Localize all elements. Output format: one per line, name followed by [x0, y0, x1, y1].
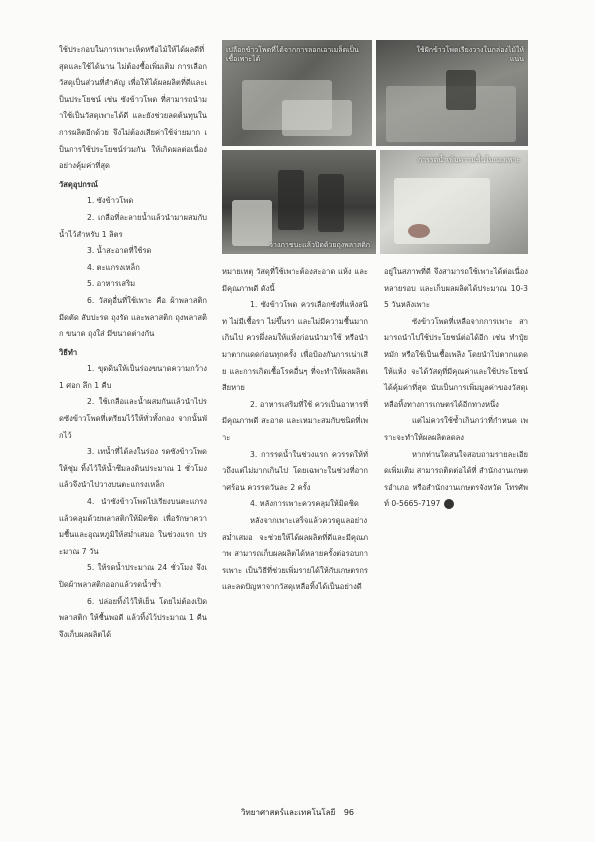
photo-covering-plastic [222, 150, 376, 254]
material-item: 2. เกลือที่ละลายน้ำแล้วนำมาผสมกับน้ำไว้สำหรับ 1 ลิตร [59, 212, 207, 239]
method-step: 3. เทน้ำที่ได้ลงในร่อง รดซังข้าวโพดให้ชุ่ม ทิ้งไว้ให้น้ำซึมลงดินประมาณ 1 ชั่วโมงแล้วจึงนำไปวางบนตะแกรงเหล็ก [59, 447, 207, 490]
page-footer [0, 806, 595, 819]
magazine-title: วิทยาศาสตร์และเทคโนโลยี [241, 808, 336, 817]
material-item: 3. น้ำสะอาดที่ใช้รด [87, 246, 152, 256]
closing-paragraph: หลังจากเพาะเสร็จแล้วควรดูแลอย่างสม่ำเสมอ จะช่วยให้ได้ผลผลิตที่ดีและมีคุณภาพ สามารถเก็บผลผลิตได้หลายครั้งต่อรอบการเพาะ เป็นวิธีที่ช่วยเพิ่มรายได้ให้กับเกษตรกร และลดปัญหาจากวัสดุเหลือทิ้งได้เป็นอย่างดี [222, 515, 368, 592]
note-intro: หมายเหตุ วัสดุที่ใช้เพาะต้องสะอาด แห้ง และมีคุณภาพดี ดังนี้ [222, 267, 368, 293]
method-heading: วิธีทำ [59, 347, 78, 357]
photo-arranging-box [376, 40, 528, 146]
text-column-1 [59, 42, 207, 643]
contact-paragraph: หากท่านใดสนใจสอบถามรายละเอียดเพิ่มเติม สามารถติดต่อได้ที่ สำนักงานเกษตรอำเภอ หรือสำนักงานเกษตรจังหวัด โทรศัพท์ 0-5665-7197 [384, 449, 528, 509]
material-item: 6. วัสดุอื่นที่ใช้เพาะ คือ ผ้าพลาสติก มีดตัด สับปะรด ถุงรัด และพลาสติก ถุงพลาสติก ขนาด ถุงใส่ มีขนาดต่างกัน [59, 295, 207, 339]
body-paragraph: แต่ไม่ควรใช้ซ้ำเกินกว่าที่กำหนด เพราะจะทำให้ผลผลิตลดลง [384, 416, 528, 442]
continuation-paragraph: อยู่ในสภาพที่ดี จึงสามารถใช้เพาะได้ต่อเนื่องหลายรอบ และเก็บผลผลิตได้ประมาณ 10-35 วันหลังเพาะ [384, 267, 528, 310]
photo-caption: การรดน้ำเพิ่มความชื้นในกองเพาะ [417, 156, 520, 164]
method-step: 5. ให้รดน้ำประมาณ 24 ชั่วโมง จึงเปิดผ้าพลาสติกออกแล้วรดน้ำซ้ำ [59, 563, 207, 589]
method-step: 4. นำซังข้าวโพดไปเรียงบนตะแกรง แล้วคลุมด้วยพลาสติกให้มิดชิด เพื่อรักษาความชื้นและอุณหภูมิให้สม่ำเสมอ ในช่วงแรก ประมาณ 7 วัน [59, 497, 207, 556]
note-item: 3. การรดน้ำในช่วงแรก ควรรดให้ทั่วถึงแต่ไม่มากเกินไป โดยเฉพาะในช่วงที่อากาศร้อน ควรรดวันละ 2 ครั้ง [222, 449, 368, 492]
text-column-2 [222, 264, 368, 596]
material-item: 5. อาหารเสริม [87, 279, 136, 289]
photo-caption: วางภาชนะแล้วปิดด้วยถุงพลาสติก [269, 241, 370, 249]
method-step: 6. ปล่อยทิ้งไว้ให้เย็น โดยไม่ต้องเปิดพลาสติก ให้ชื้นพอดี แล้วทิ้งไว้ประมาณ 1 คืน จึงเก็บผลผลิตได้ [59, 596, 207, 639]
photo-grid [222, 40, 528, 254]
method-step: 1. ขุดดินให้เป็นร่องขนาดความกว้าง 1 ศอก ลึก 1 คืบ [59, 364, 207, 390]
intro-paragraph: ใช้ประกอบในการเพาะเห็ดหรือไม้ให้ได้ผลดีที่สุดและใช้ได้นาน ไม่ต้องซื้อเพิ่มเติม การเลือกวัสดุเป็นส่วนที่สำคัญ เพื่อให้ได้ผลผลิตที่ดีและเป็นประโยชน์ เช่น ซังข้าวโพด ที่สามารถนำมาใช้เป็นวัสดุเพาะได้ดี และยังช่วยลดต้นทุนในการผลิตอีกด้วย จึงไม่ต้องเสียค่าใช้จ่ายมาก เป็นการใช้ประโยชน์ร่วมกัน ให้เกิดผลต่อเนื่องอย่างคุ้มค่าที่สุด [59, 45, 207, 171]
end-of-article-icon [444, 499, 454, 509]
method-step: 2. ใช้เกลือและน้ำผสมกันแล้วนำไปรดซังข้าวโพดที่เตรียมไว้ให้ทั่วทั้งกอง จากนั้นพักไว้ [59, 397, 207, 440]
material-item: 1. ซังข้าวโพด [87, 196, 134, 206]
page-number: 96 [343, 808, 354, 817]
note-item: 2. อาหารเสริมที่ใช้ ควรเป็นอาหารที่มีคุณภาพดี สะอาด และเหมาะสมกับชนิดที่เพาะ [222, 399, 368, 442]
materials-heading: วัสดุอุปกรณ์ [59, 179, 98, 189]
photo-corn-cobs [222, 40, 372, 146]
photo-caption: เปลือกข้าวโพดที่ได้จากการลอกเอาเมล็ดเป็นเชื้อเพาะได้ [226, 46, 359, 63]
note-item: 4. หลังการเพาะควรคลุมให้มิดชิด [250, 499, 359, 509]
note-item: 1. ซังข้าวโพด ควรเลือกซังที่แห้งสนิท ไม่มีเชื้อรา ไม่ขึ้นรา และไม่มีความชื้นมากเกินไป ควรผึ่งลมให้แห้งก่อนนำมาใช้ หรือนำมาตากแดดก่อนทุกครั้ง เพื่อป้องกันการเน่าเสีย และการเกิดเชื้อโรคอื่นๆ ที่จะทำให้ผลผลิตเสียหาย [222, 300, 368, 393]
photo-watering-pile [380, 150, 528, 254]
body-paragraph: ซังข้าวโพดที่เหลือจากการเพาะ สามารถนำไปใช้ประโยชน์ต่อได้อีก เช่น ทำปุ๋ยหมัก หรือใช้เป็นเชื้อเพลิง โดยนำไปตากแดดให้แห้ง จะได้วัสดุที่มีคุณค่าและใช้ประโยชน์ได้คุ้มค่าที่สุด นับเป็นการเพิ่มมูลค่าของวัสดุเหลือทิ้งทางการเกษตรได้อีกทางหนึ่ง [384, 316, 528, 409]
photo-caption: ใช้ฝักข้าวโพดเรียงวางในกล่องไม้ให้แน่น [416, 46, 524, 63]
text-column-3 [384, 264, 528, 513]
material-item: 4. ตะแกรงเหล็ก [87, 262, 140, 272]
